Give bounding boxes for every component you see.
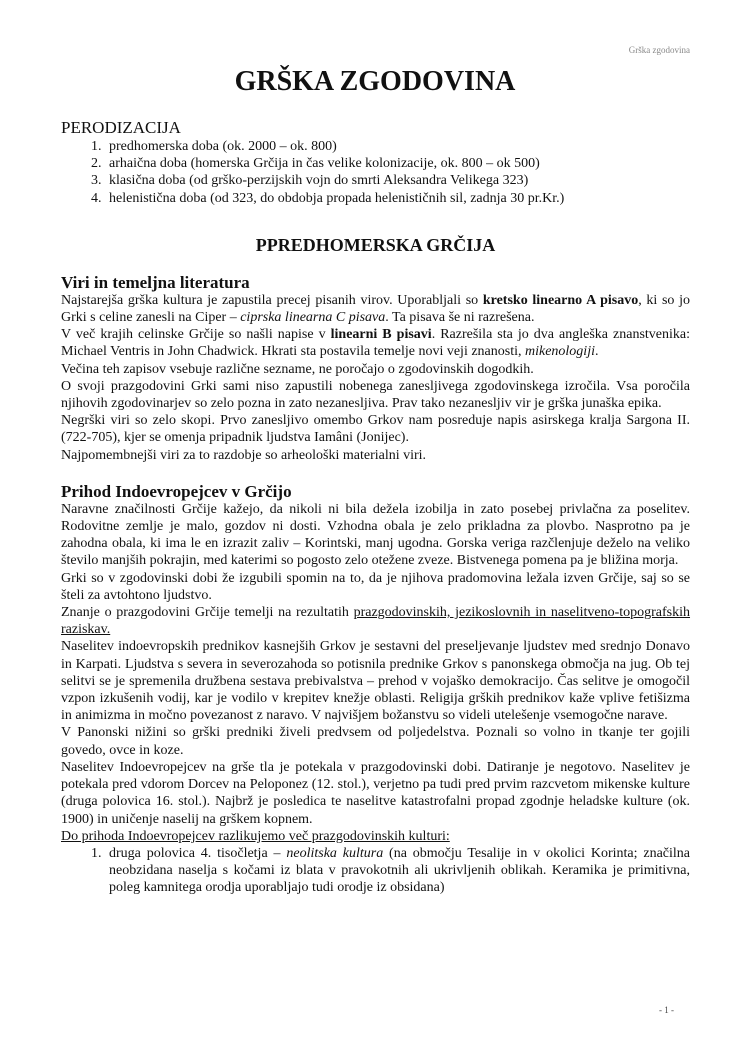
- paragraph: Naselitev indoevropskih prednikov kasnejših Grkov je sestavni del preseljevanje ljudstev med srednjo Donavo in Karpati. Ljudstva s severa in severozahoda so potisnila prednike Grkov s panonskega območja na jug. Ob tej selitvi se je spremenila družbena sestava prebivalstva – prehod v vojaško demokracijo. Čas selitve je omogočil vzpon izkušenih vodij, kar je vodilo v krepitev knežje oblasti. Religija grških prednikov kaže vplive fetišizma in animizma in močno povezanost z naravo. V najvišjem božanstvu so videli utelešenje vsemogočne narave.: [61, 639, 690, 724]
- paragraph: Grki so v zgodovinski dobi že izgubili spomin na to, da je njihova pradomovina ležala izven Grčije, saj so se šteli za avtohtono ljudstvo.: [61, 570, 690, 603]
- page-number: - 1 -: [659, 1005, 674, 1015]
- section-title: PPREDHOMERSKA GRČIJA: [255, 234, 496, 255]
- paragraph: Najpomembnejši viri za to razdobje so arheološki materialni viri.: [61, 447, 427, 463]
- paragraph: Do prihoda Indoevropejcev razlikujemo več prazgodovinskih kulturi:: [61, 828, 450, 844]
- document-title: GRŠKA ZGODOVINA: [234, 66, 516, 97]
- list-item: 3. klasična doba (od grško-perzijskih vojn do smrti Aleksandra Velikega 323): [105, 172, 690, 189]
- paragraph: Najstarejša grška kultura je zapustila precej pisanih virov. Uporabljali so kretsko linearno A pisavo, ki so jo Grki s celine zanesli na Ciper – ciprska linearna C pisava. Ta pisava še ni razrešena.: [61, 292, 690, 326]
- running-header: Grška zgodovina: [628, 45, 690, 55]
- sources-heading: Viri in temeljna literatura: [61, 272, 250, 292]
- arrival-heading: Prihod Indoevropejcev v Grčijo: [61, 481, 292, 501]
- list-item: 1. predhomerska doba (ok. 2000 – ok. 800): [105, 138, 690, 155]
- cultures-list: [61, 845, 690, 897]
- list-item: 1. druga polovica 4. tisočletja – neolitska kultura (na območju Tesalije in v okolici Korinta; značilna neobzidana naselja s kočami iz blata v pravokotnih ali ukrivljenih oblikah. Keramika je primitivna, poleg kamnitega orodja uporabljajo tudi orodje iz obsidana): [105, 845, 690, 897]
- periodization-heading: PERODIZACIJA: [61, 118, 181, 137]
- periodization-list: [61, 138, 690, 207]
- list-item: 4. helenistična doba (od 323, do obdobja propada helenističnih sil, zadnja 30 pr.Kr.): [105, 190, 690, 207]
- paragraph: V Panonski nižini so grški predniki živeli predvsem od poljedelstva. Poznali so volno in tkanje ter gojili govedo, ovce in koze.: [61, 725, 690, 758]
- paragraph: Naravne značilnosti Grčije kažejo, da nikoli ni bila dežela izobilja in zato posebej privlačna za poselitev. Rodovitne zemlje je malo, gozdov ni dosti. Vzhodna obala je zelo prikladna za plovbo. Nasprotno pa je zahodna obala, ki ima le en izrazit zaliv – Korintski, manj ugodna. Gorska veriga razčlenjuje deželo na veliko število manjših pokrajin, med katerimi so pogosto zelo otežene zveze. Bistvenega pomena pa je bližina morja.: [61, 501, 690, 569]
- paragraph: Znanje o prazgodovini Grčije temelji na rezultatih prazgodovinskih, jezikoslovnih in naselitveno-topografskih raziskav.: [61, 605, 691, 638]
- list-item: 2. arhaična doba (homerska Grčija in čas velike kolonizacije, ok. 800 – ok 500): [105, 155, 690, 172]
- paragraph: Naselitev Indoevropejcev na grše tla je potekala v prazgodovinski dobi. Datiranje je negotovo. Naselitev je potekala pred vdorom Dorcev na Peloponez (12. stol.), verjetno pa tudi pred prvim razcvetom mikenske kulture (druga polovica 16. stol.). Najbrž je posledica te naselitve katastrofalni propad zgodnje heladske kulture (ok. 1900) in uničenje naselij na grškem kopnem.: [61, 759, 690, 827]
- paragraph: Negrški viri so zelo skopi. Prvo zanesljivo omembo Grkov nam posreduje napis asirskega kralja Sargona II. (722-705), kjer se omenja pripadnik ljudstva Iamâni (Jonijec).: [61, 413, 690, 446]
- document-body: [61, 118, 690, 897]
- paragraph: O svoji prazgodovini Grki sami niso zapustili nobenega zanesljivega zgodovinskega izročila. Vsa poročila njihovih zgodovinarjev so zelo pozna in zato nezanesljiva. Prav tako nezanesljiv vir je grška junaška epika.: [61, 378, 690, 412]
- paragraph: Večina teh zapisov vsebuje različne sezname, ne poročajo o zgodovinskih dogodkih.: [61, 361, 534, 377]
- paragraph: V več krajih celinske Grčije so našli napise v linearni B pisavi. Razrešila sta jo dva angleška znanstvenika: Michael Ventris in John Chadwick. Hkrati sta postavila temelje novi veji znanosti, mikenologiji.: [61, 327, 690, 360]
